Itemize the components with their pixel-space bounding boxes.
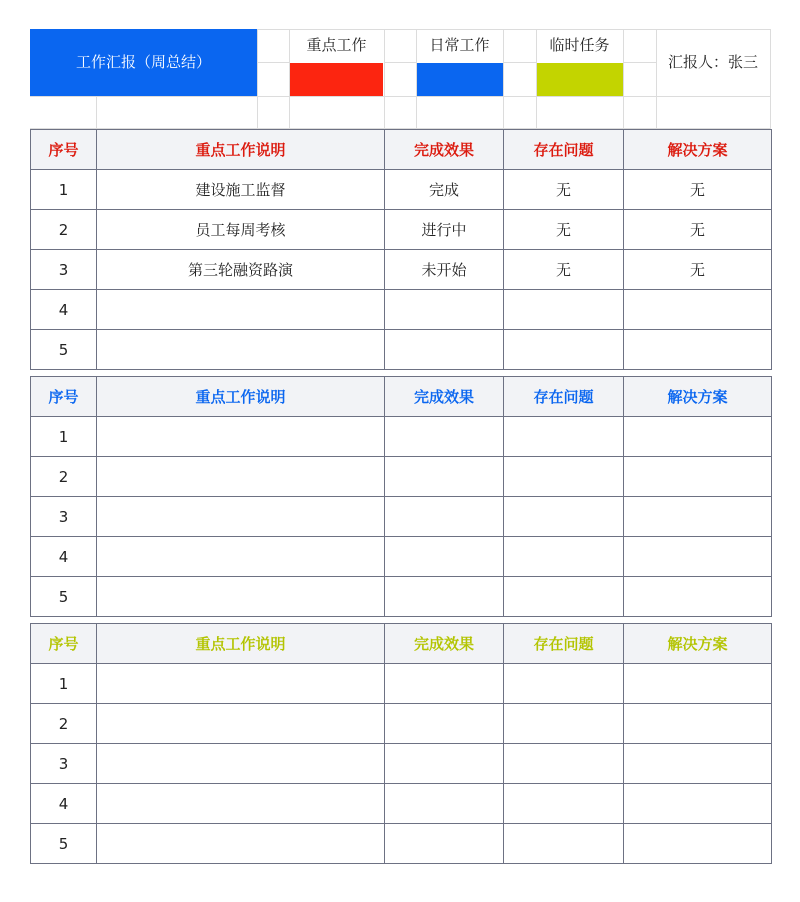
col-result-cell[interactable] bbox=[385, 457, 504, 497]
table-row bbox=[31, 784, 772, 824]
col-index-cell: 1 bbox=[31, 664, 97, 704]
col-result-cell[interactable] bbox=[385, 577, 504, 617]
table-row bbox=[31, 417, 772, 457]
table-header-row bbox=[31, 130, 772, 170]
col-solution-cell[interactable] bbox=[624, 664, 772, 704]
table-row bbox=[31, 457, 772, 497]
col-result-cell[interactable] bbox=[385, 417, 504, 457]
reporter-label: 汇报人：张三 bbox=[667, 53, 758, 71]
table-row bbox=[31, 250, 772, 290]
col-key-work-desc-cell[interactable] bbox=[97, 824, 385, 864]
col-issues-cell[interactable]: 无 bbox=[504, 250, 624, 290]
table-row bbox=[31, 210, 772, 250]
col-result-cell[interactable] bbox=[385, 824, 504, 864]
col-issues-cell[interactable] bbox=[504, 577, 624, 617]
legend-label-key-work: 重点工作 bbox=[306, 36, 367, 54]
col-solution-cell[interactable]: 无 bbox=[624, 250, 772, 290]
col-issues-cell[interactable] bbox=[504, 457, 624, 497]
col-issues-cell[interactable] bbox=[504, 537, 624, 577]
col-key-work-desc-cell[interactable] bbox=[97, 497, 385, 537]
header-issues: 存在问题 bbox=[504, 130, 624, 170]
table-row bbox=[31, 170, 772, 210]
col-index-cell: 4 bbox=[31, 537, 97, 577]
col-issues-cell[interactable] bbox=[504, 824, 624, 864]
header-issues: 存在问题 bbox=[504, 624, 624, 664]
header-solution: 解决方案 bbox=[624, 130, 772, 170]
col-index-cell: 3 bbox=[31, 497, 97, 537]
col-key-work-desc-cell[interactable] bbox=[97, 704, 385, 744]
table-row bbox=[31, 330, 772, 370]
col-key-work-desc-cell[interactable] bbox=[97, 744, 385, 784]
col-result-cell[interactable] bbox=[385, 784, 504, 824]
report-title bbox=[30, 29, 257, 96]
col-solution-cell[interactable] bbox=[624, 330, 772, 370]
col-result-cell[interactable]: 完成 bbox=[385, 170, 504, 210]
col-key-work-desc-cell[interactable] bbox=[97, 577, 385, 617]
col-index-cell: 3 bbox=[31, 250, 97, 290]
col-solution-cell[interactable] bbox=[624, 290, 772, 330]
col-issues-cell[interactable]: 无 bbox=[504, 210, 624, 250]
legend-swatch-key-work bbox=[290, 63, 383, 96]
section-table-1 bbox=[30, 129, 772, 370]
col-key-work-desc-cell[interactable] bbox=[97, 784, 385, 824]
col-issues-cell[interactable] bbox=[504, 664, 624, 704]
col-solution-cell[interactable] bbox=[624, 457, 772, 497]
col-key-work-desc-cell[interactable] bbox=[97, 537, 385, 577]
col-result-cell[interactable] bbox=[385, 744, 504, 784]
header-result: 完成效果 bbox=[385, 130, 504, 170]
header-issues: 存在问题 bbox=[504, 377, 624, 417]
col-index-cell: 1 bbox=[31, 417, 97, 457]
col-index-cell: 5 bbox=[31, 577, 97, 617]
table-header-row bbox=[31, 624, 772, 664]
col-index-cell: 4 bbox=[31, 290, 97, 330]
col-solution-cell[interactable] bbox=[624, 784, 772, 824]
col-issues-cell[interactable] bbox=[504, 290, 624, 330]
table-row bbox=[31, 664, 772, 704]
col-solution-cell[interactable] bbox=[624, 577, 772, 617]
col-key-work-desc-cell[interactable] bbox=[97, 457, 385, 497]
col-result-cell[interactable]: 未开始 bbox=[385, 250, 504, 290]
header-result: 完成效果 bbox=[385, 624, 504, 664]
col-solution-cell[interactable] bbox=[624, 824, 772, 864]
table-header-row bbox=[31, 377, 772, 417]
col-result-cell[interactable] bbox=[385, 330, 504, 370]
col-key-work-desc-cell[interactable] bbox=[97, 417, 385, 457]
col-solution-cell[interactable]: 无 bbox=[624, 210, 772, 250]
header-key-work-desc: 重点工作说明 bbox=[97, 130, 385, 170]
section-table-2 bbox=[30, 376, 772, 617]
header-solution: 解决方案 bbox=[624, 624, 772, 664]
col-key-work-desc-cell[interactable]: 员工每周考核 bbox=[97, 210, 385, 250]
col-result-cell[interactable] bbox=[385, 664, 504, 704]
col-index-cell: 5 bbox=[31, 330, 97, 370]
header-key-work-desc: 重点工作说明 bbox=[97, 377, 385, 417]
col-result-cell[interactable] bbox=[385, 704, 504, 744]
col-issues-cell[interactable] bbox=[504, 330, 624, 370]
col-key-work-desc-cell[interactable] bbox=[97, 330, 385, 370]
col-solution-cell[interactable] bbox=[624, 744, 772, 784]
col-solution-cell[interactable] bbox=[624, 497, 772, 537]
col-index-cell: 2 bbox=[31, 704, 97, 744]
col-issues-cell[interactable] bbox=[504, 784, 624, 824]
col-issues-cell[interactable] bbox=[504, 417, 624, 457]
col-solution-cell[interactable] bbox=[624, 537, 772, 577]
col-issues-cell[interactable] bbox=[504, 497, 624, 537]
table-row bbox=[31, 497, 772, 537]
col-key-work-desc-cell[interactable]: 第三轮融资路演 bbox=[97, 250, 385, 290]
col-key-work-desc-cell[interactable] bbox=[97, 664, 385, 704]
col-result-cell[interactable] bbox=[385, 497, 504, 537]
col-result-cell[interactable]: 进行中 bbox=[385, 210, 504, 250]
col-result-cell[interactable] bbox=[385, 537, 504, 577]
col-result-cell[interactable] bbox=[385, 290, 504, 330]
col-index-cell: 2 bbox=[31, 457, 97, 497]
col-solution-cell[interactable] bbox=[624, 417, 772, 457]
section-table-3 bbox=[30, 623, 772, 864]
header-index: 序号 bbox=[31, 130, 97, 170]
header-solution: 解决方案 bbox=[624, 377, 772, 417]
col-solution-cell[interactable] bbox=[624, 704, 772, 744]
header-result: 完成效果 bbox=[385, 377, 504, 417]
table-row bbox=[31, 577, 772, 617]
col-issues-cell[interactable]: 无 bbox=[504, 170, 624, 210]
table-row bbox=[31, 290, 772, 330]
legend-swatch-temp-task bbox=[537, 63, 623, 96]
col-index-cell: 5 bbox=[31, 824, 97, 864]
col-index-cell: 2 bbox=[31, 210, 97, 250]
legend-swatch-daily-work bbox=[417, 63, 503, 96]
table-row bbox=[31, 537, 772, 577]
col-issues-cell[interactable] bbox=[504, 704, 624, 744]
report-title-text: 工作汇报（周总结） bbox=[75, 53, 211, 71]
col-key-work-desc-cell[interactable]: 建设施工监督 bbox=[97, 170, 385, 210]
table-row bbox=[31, 744, 772, 784]
header-index: 序号 bbox=[31, 377, 97, 417]
col-index-cell: 4 bbox=[31, 784, 97, 824]
header-index: 序号 bbox=[31, 624, 97, 664]
table-row bbox=[31, 704, 772, 744]
col-index-cell: 1 bbox=[31, 170, 97, 210]
col-index-cell: 3 bbox=[31, 744, 97, 784]
header-key-work-desc: 重点工作说明 bbox=[97, 624, 385, 664]
table-row bbox=[31, 824, 772, 864]
col-issues-cell[interactable] bbox=[504, 744, 624, 784]
legend-label-daily-work: 日常工作 bbox=[429, 36, 490, 54]
col-solution-cell[interactable]: 无 bbox=[624, 170, 772, 210]
legend-label-temp-task: 临时任务 bbox=[549, 36, 610, 54]
col-key-work-desc-cell[interactable] bbox=[97, 290, 385, 330]
